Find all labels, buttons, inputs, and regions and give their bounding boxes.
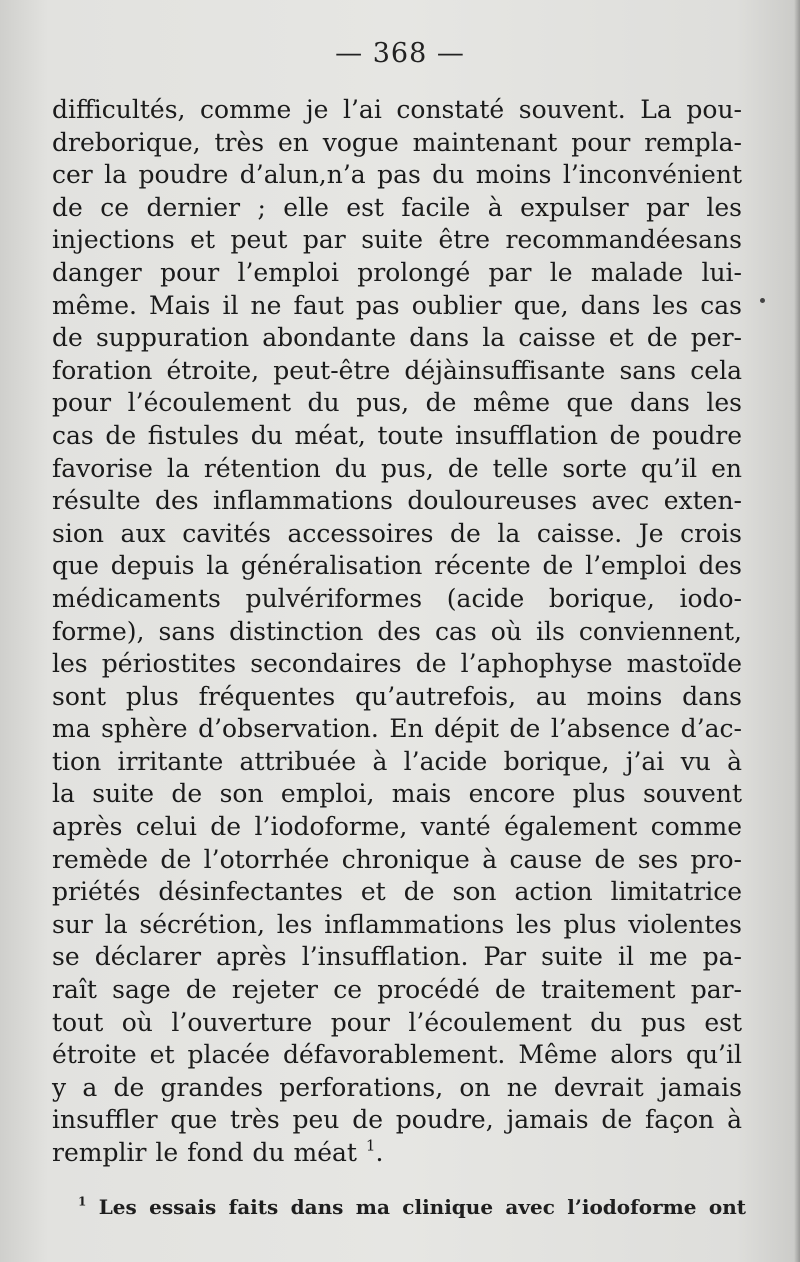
text-line: étroite et placée défavorablement. Même alors qu’il [52, 1040, 742, 1070]
text-line: pour l’écoulement du pus, de même que dans les [52, 388, 742, 418]
text-line: y a de grandes perforations, on ne devrait jamais [52, 1072, 742, 1102]
text-line: résulte des inflammations douloureuses avec exten- [52, 486, 742, 516]
footnote-marker: 1 [78, 1194, 87, 1209]
text-line: favorise la rétention du pus, de telle sorte qu’il en [52, 453, 742, 483]
text-line: injections et peut par suite être recommandéesans [52, 225, 742, 255]
text-line: sur la sécrétion, les inflammations les plus violentes [52, 909, 742, 939]
text-line: sion aux cavités accessoires de la caisse. Je crois [52, 518, 742, 548]
text-line: tion irritante attribuée à l’acide borique, j’ai vu à [52, 746, 742, 776]
last-line-text: remplir le fond du méat [52, 1138, 366, 1167]
body-text [52, 94, 742, 1170]
text-line: forme), sans distinction des cas où ils conviennent, [52, 616, 742, 646]
text-line: ma sphère d’observation. En dépit de l’absence d’ac- [52, 714, 742, 744]
footnote-text: Les essais faits dans ma clinique avec l’iodoforme ont [86, 1195, 746, 1219]
text-line: après celui de l’iodoforme, vanté également comme [52, 812, 742, 842]
page-number: — 368 — [335, 38, 465, 69]
text-line: cer la poudre d’alun,n’a pas du moins l’inconvénient [52, 160, 742, 190]
text-line: sont plus fréquentes qu’autrefois, au moins dans [52, 681, 742, 711]
footnote [78, 1192, 746, 1222]
text-line: se déclarer après l’insufflation. Par suite il me pa- [52, 942, 742, 972]
text-line: de ce dernier ; elle est facile à expulser par les [52, 192, 742, 222]
ink-speck [760, 298, 765, 303]
last-line-end: . [375, 1138, 384, 1167]
text-line: cas de fistules du méat, toute insufflation de poudre [52, 420, 742, 450]
text-line: la suite de son emploi, mais encore plus souvent [52, 779, 742, 809]
text-line: tout où l’ouverture pour l’écoulement du pus est [52, 1007, 742, 1037]
text-line: insuffler que très peu de poudre, jamais de façon à [52, 1105, 742, 1135]
text-line-last [52, 1137, 742, 1170]
text-line: raît sage de rejeter ce procédé de traitement par- [52, 975, 742, 1005]
text-line: que depuis la généralisation récente de l’emploi des [52, 551, 742, 581]
text-line: les périostites secondaires de l’aphophyse mastoïde [52, 649, 742, 679]
text-line: foration étroite, peut-être déjàinsuffisante sans cela [52, 355, 742, 385]
page-edge-shadow [794, 0, 800, 1262]
text-line: de suppuration abondante dans la caisse et de per- [52, 323, 742, 353]
text-line: danger pour l’emploi prolongé par le malade lui- [52, 257, 742, 287]
text-line: remède de l’otorrhée chronique à cause de ses pro- [52, 844, 742, 874]
text-line: priétés désinfectantes et de son action limitatrice [52, 877, 742, 907]
text-line: dreborique, très en vogue maintenant pour rempla- [52, 127, 742, 157]
text-line: médicaments pulvériformes (acide borique, iodo- [52, 583, 742, 613]
footnote-reference: 1 [365, 1136, 376, 1155]
text-line: même. Mais il ne faut pas oublier que, dans les cas [52, 290, 742, 320]
text-line: difficultés, comme je l’ai constaté souvent. La pou- [52, 95, 742, 124]
